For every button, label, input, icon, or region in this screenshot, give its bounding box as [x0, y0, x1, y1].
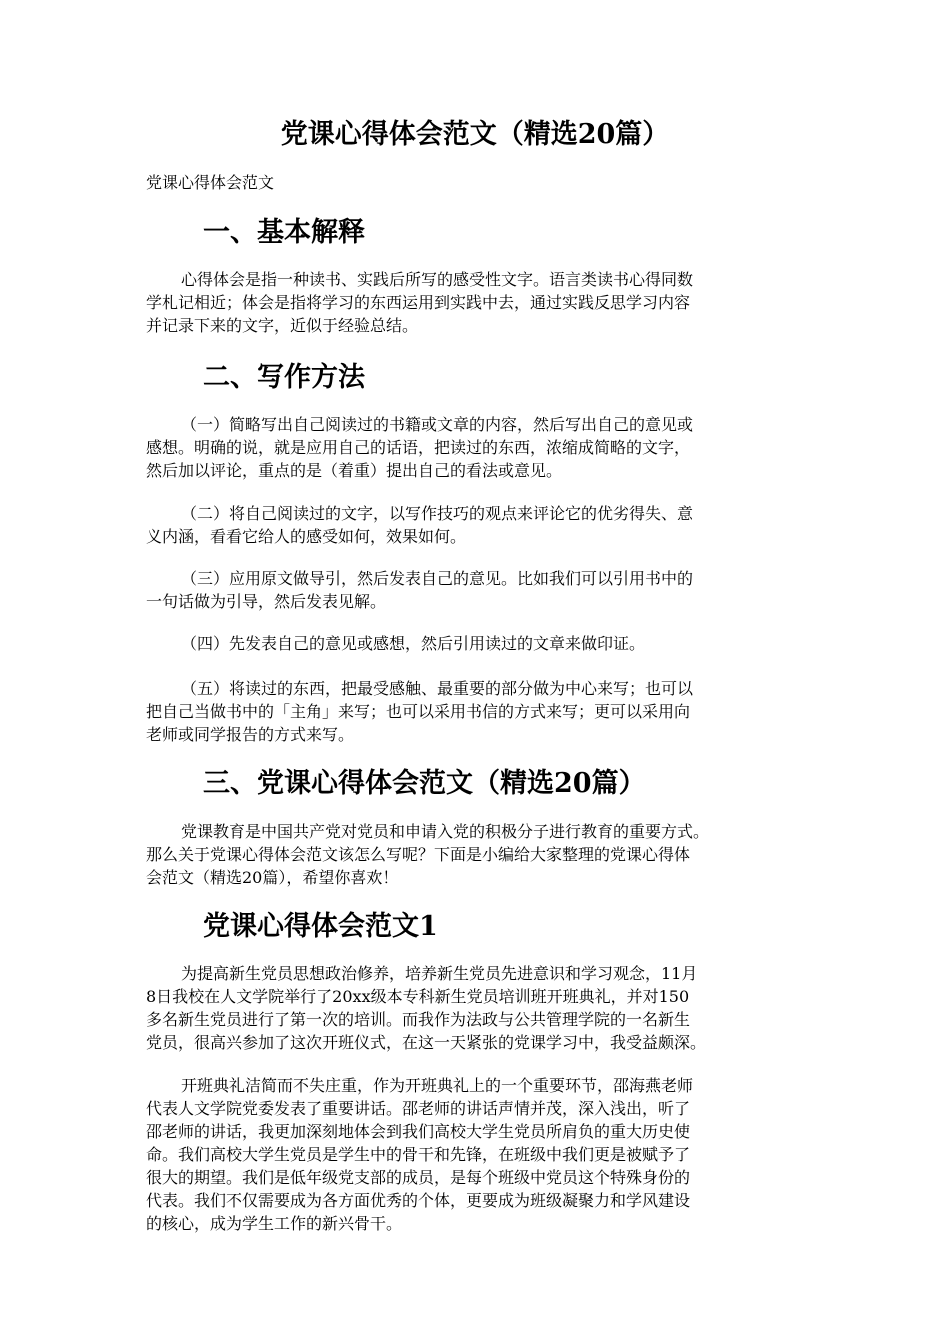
paragraph	[146, 413, 808, 482]
paragraph-line: 并记录下来的文字，近似于经验总结。	[146, 316, 419, 335]
paragraph	[146, 820, 808, 889]
document-title: 党课心得体会范文（精选20篇）	[280, 119, 670, 150]
paragraph-line: 邵老师的讲话，我更加深刻地体会到我们高校大学生党员所肩负的重大历史使	[146, 1122, 691, 1141]
paragraph-line: （四）先发表自己的意见或感想，然后引用读过的文章来做印证。	[181, 634, 646, 653]
paragraph-line: 然后加以评论，重点的是（着重）提出自己的看法或意见。	[146, 461, 563, 480]
paragraph-line: （五）将读过的东西，把最受感触、最重要的部分做为中心来写；也可以	[181, 679, 694, 698]
paragraph	[146, 1074, 808, 1235]
paragraph-line: 感想。明确的说，就是应用自己的话语，把读过的东西，浓缩成简略的文字，	[146, 438, 691, 457]
paragraph-line: 代表。我们不仅需要成为各方面优秀的个体，更要成为班级凝聚力和学风建设	[146, 1191, 691, 1210]
document-subtitle: 党课心得体会范文	[146, 173, 275, 192]
paragraph-line: 心得体会是指一种读书、实践后所写的感受性文字。语言类读书心得同数	[181, 270, 694, 289]
paragraph-line: 老师或同学报告的方式来写。	[146, 725, 355, 744]
paragraph-line: 为提高新生党员思想政治修养，培养新生党员先进意识和学习观念，11月	[181, 964, 698, 983]
paragraph-line: （二）将自己阅读过的文字，以写作技巧的观点来评论它的优劣得失、意	[181, 504, 694, 523]
paragraph-line: 开班典礼洁简而不失庄重，作为开班典礼上的一个重要环节，邵海燕老师	[181, 1076, 694, 1095]
paragraph-line: 一句话做为引导，然后发表见解。	[146, 592, 387, 611]
section-heading-basic-explanation: 一、基本解释	[203, 217, 365, 248]
paragraph-line: 义内涵，看看它给人的感受如何，效果如何。	[146, 527, 467, 546]
paragraph	[146, 677, 808, 746]
paragraph	[146, 567, 808, 613]
paragraph	[146, 268, 808, 337]
paragraph-line: 会范文（精选20篇），希望你喜欢！	[146, 868, 399, 887]
paragraph	[146, 502, 808, 548]
section-heading-sample-essays: 三、党课心得体会范文（精选20篇）	[203, 768, 646, 799]
paragraph-line: 代表人文学院党委发表了重要讲话。邵老师的讲话声情并茂，深入浅出，听了	[146, 1099, 691, 1118]
paragraph-line: 那么关于党课心得体会范文该怎么写呢？下面是小编给大家整理的党课心得体	[146, 845, 691, 864]
paragraph	[146, 962, 808, 1054]
paragraph-line: 党员，很高兴参加了这次开班仪式，在这一天紧张的党课学习中，我受益颇深。	[146, 1033, 707, 1052]
paragraph-line: 党课教育是中国共产党对党员和申请入党的积极分子进行教育的重要方式。	[181, 822, 710, 841]
section-heading-writing-method: 二、写作方法	[203, 362, 365, 393]
section-heading-sample-essay-1: 党课心得体会范文1	[203, 911, 438, 942]
paragraph-line: （三）应用原文做导引，然后发表自己的意见。比如我们可以引用书中的	[181, 569, 694, 588]
paragraph-line: 把自己当做书中的「主角」来写；也可以采用书信的方式来写；更可以采用向	[146, 702, 691, 721]
paragraph-line: （一）简略写出自己阅读过的书籍或文章的内容，然后写出自己的意见或	[181, 415, 694, 434]
paragraph-line: 学札记相近；体会是指将学习的东西运用到实践中去，通过实践反思学习内容	[146, 293, 691, 312]
paragraph-line: 很大的期望。我们是低年级党支部的成员，是每个班级中党员这个特殊身份的	[146, 1168, 691, 1187]
paragraph-line: 多名新生党员进行了第一次的培训。而我作为法政与公共管理学院的一名新生	[146, 1010, 691, 1029]
paragraph-line: 命。我们高校大学生党员是学生中的骨干和先锋，在班级中我们更是被赋予了	[146, 1145, 691, 1164]
paragraph	[146, 632, 808, 655]
paragraph-line: 的核心，成为学生工作的新兴骨干。	[146, 1214, 403, 1233]
paragraph-line: 8日我校在人文学院举行了20xx级本专科新生党员培训班开班典礼，并对150	[146, 987, 690, 1006]
